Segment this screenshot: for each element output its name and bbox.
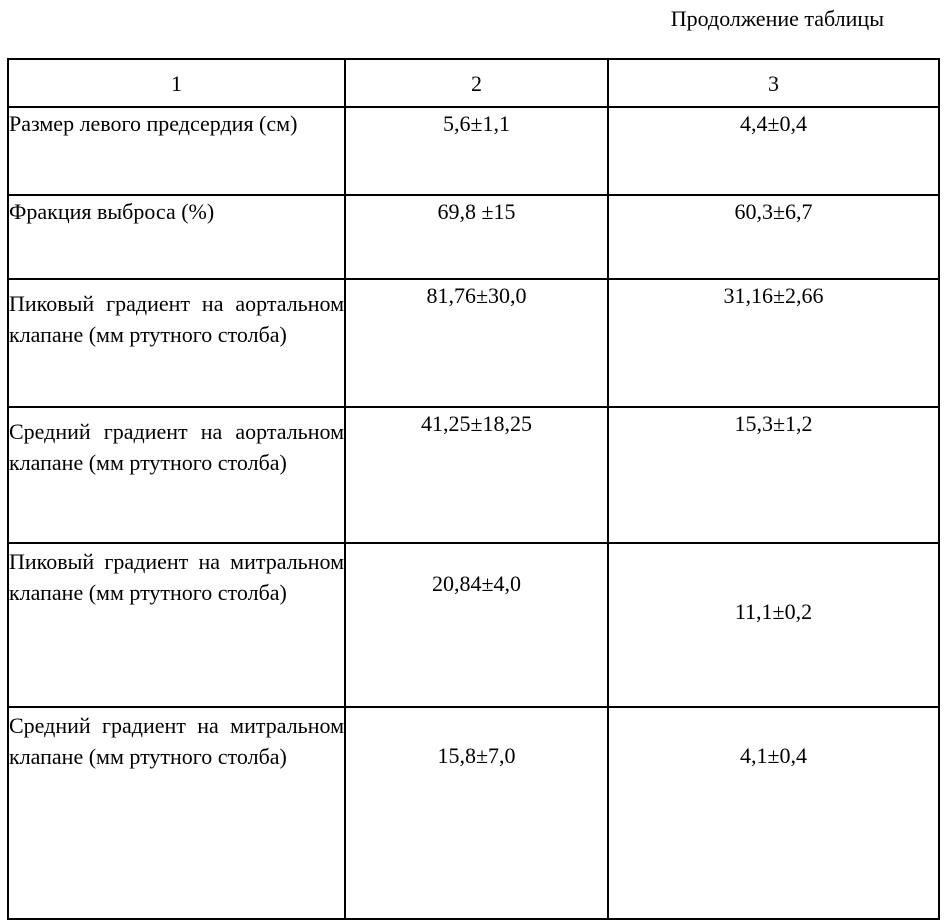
table-row bbox=[8, 707, 939, 919]
data-table bbox=[7, 58, 940, 920]
table-header-row bbox=[8, 59, 939, 107]
column-header-2: 2 bbox=[345, 59, 608, 107]
table-row bbox=[8, 107, 939, 195]
column-header-1: 1 bbox=[8, 59, 345, 107]
table-row bbox=[8, 407, 939, 543]
table-continuation-caption: Продолжение таблицы bbox=[670, 6, 884, 31]
cell-col2: 81,76±30,0 bbox=[345, 279, 608, 407]
cell-col3: 11,1±0,2 bbox=[608, 543, 939, 707]
cell-col3: 4,4±0,4 bbox=[608, 107, 939, 195]
row-label: Средний градиент на аортальном клапане (мм ртутного столба) bbox=[8, 407, 345, 543]
row-label: Размер левого предсердия (см) bbox=[8, 107, 345, 195]
cell-col3: 60,3±6,7 bbox=[608, 195, 939, 279]
row-label: Фракция выброса (%) bbox=[8, 195, 345, 279]
cell-col2: 41,25±18,25 bbox=[345, 407, 608, 543]
cell-col2: 20,84±4,0 bbox=[345, 543, 608, 707]
cell-col2: 69,8 ±15 bbox=[345, 195, 608, 279]
table-row bbox=[8, 543, 939, 707]
row-label: Пиковый градиент на аортальном клапане (мм ртутного столба) bbox=[8, 279, 345, 407]
cell-col3: 15,3±1,2 bbox=[608, 407, 939, 543]
column-header-3: 3 bbox=[608, 59, 939, 107]
table-row bbox=[8, 195, 939, 279]
cell-col3: 4,1±0,4 bbox=[608, 707, 939, 919]
table-row bbox=[8, 279, 939, 407]
cell-col2: 15,8±7,0 bbox=[345, 707, 608, 919]
row-label: Средний градиент на митральном клапане (мм ртутного столба) bbox=[8, 707, 345, 919]
row-label: Пиковый градиент на митральном клапане (мм ртутного столба) bbox=[8, 543, 345, 707]
cell-col3: 31,16±2,66 bbox=[608, 279, 939, 407]
cell-col2: 5,6±1,1 bbox=[345, 107, 608, 195]
